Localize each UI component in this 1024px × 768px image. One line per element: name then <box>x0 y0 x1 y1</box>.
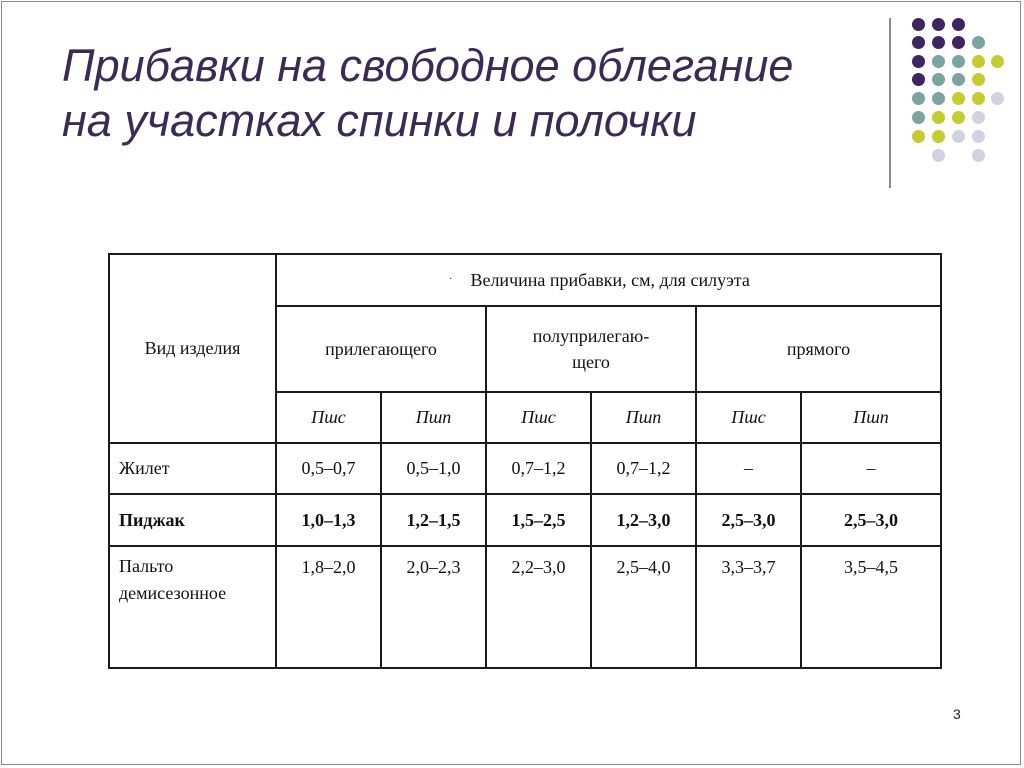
table-cell: 2,5–3,0 <box>801 494 941 546</box>
table-cell: – <box>696 443 801 494</box>
table-row <box>109 546 941 668</box>
header-silhouette-straight: прямого <box>696 306 941 392</box>
header-allowance-group-label: Величина прибавки, см, для силуэта <box>470 269 750 290</box>
table-cell: 1,5–2,5 <box>486 494 591 546</box>
table-cell: 2,5–4,0 <box>591 546 696 668</box>
subheader-cell: Пшп <box>381 392 486 443</box>
table-cell: 2,0–2,3 <box>381 546 486 668</box>
row-item-label: Пальто демисезонное <box>109 546 276 668</box>
decorative-divider <box>889 18 891 188</box>
table-cell: 1,0–1,3 <box>276 494 381 546</box>
page-number: 3 <box>953 706 961 722</box>
header-silhouette-fitted: прилегающего <box>276 306 486 392</box>
header-allowance-group <box>276 254 941 306</box>
subheader-cell: Пшп <box>591 392 696 443</box>
table-cell: 0,5–0,7 <box>276 443 381 494</box>
subheader-cell: Пшс <box>696 392 801 443</box>
table-header-row-1 <box>109 254 941 306</box>
table-cell: 0,5–1,0 <box>381 443 486 494</box>
table-cell: 0,7–1,2 <box>486 443 591 494</box>
group-mark: · <box>449 273 453 285</box>
row-item-label: Пиджак <box>109 494 276 546</box>
slide-title <box>62 38 882 148</box>
header-item-type: Вид изделия <box>109 254 276 443</box>
table-cell: – <box>801 443 941 494</box>
subheader-cell: Пшп <box>801 392 941 443</box>
title-line-1: Прибавки на свободное облегание <box>62 40 794 91</box>
table-row <box>109 443 941 494</box>
table-cell: 3,5–4,5 <box>801 546 941 668</box>
table-row <box>109 494 941 546</box>
header-silhouette-semifitted: полуприлегаю- щего <box>486 306 696 392</box>
title-line-2: на участках спинки и полочки <box>62 95 697 146</box>
table-cell: 1,8–2,0 <box>276 546 381 668</box>
allowance-table <box>108 253 942 669</box>
table-cell: 1,2–3,0 <box>591 494 696 546</box>
table-cell: 1,2–1,5 <box>381 494 486 546</box>
table-cell: 2,5–3,0 <box>696 494 801 546</box>
table-cell: 0,7–1,2 <box>591 443 696 494</box>
row-item-label: Жилет <box>109 443 276 494</box>
subheader-cell: Пшс <box>276 392 381 443</box>
table-cell: 3,3–3,7 <box>696 546 801 668</box>
subheader-cell: Пшс <box>486 392 591 443</box>
table-cell: 2,2–3,0 <box>486 546 591 668</box>
